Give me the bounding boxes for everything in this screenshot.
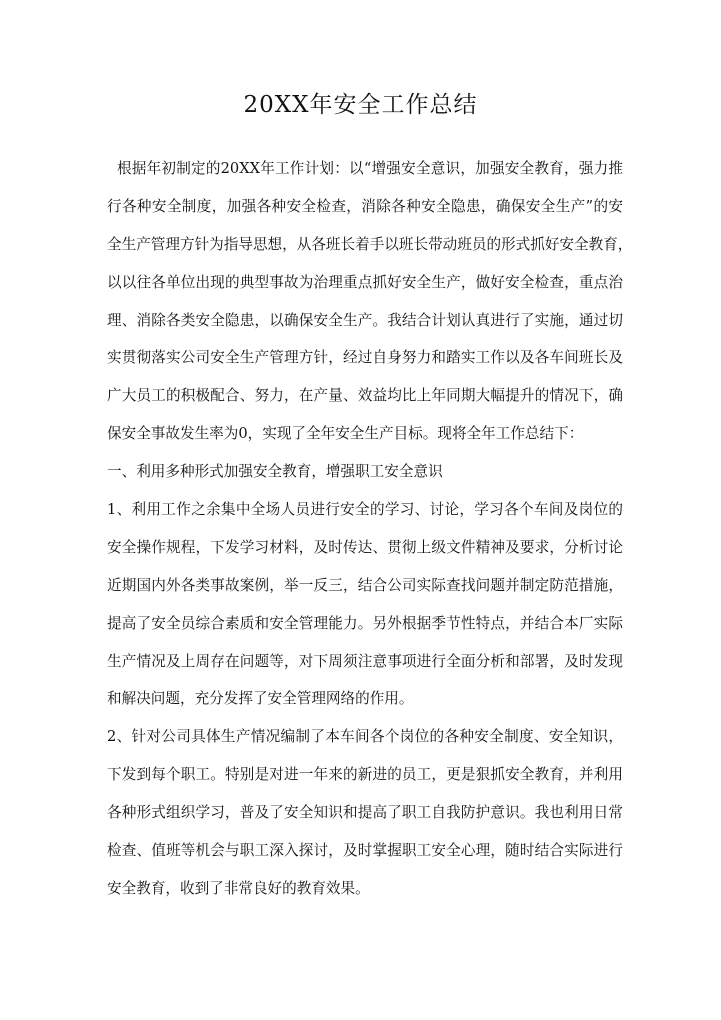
paragraph-line: 和解决问题，充分发挥了安全管理网络的作用。 [107,690,414,708]
paragraph-line: 实贯彻落实公司安全生产管理方针，经过自身努力和踏实工作以及各车间班长及 [107,349,623,367]
paragraph-line: 安全教育，收到了非常良好的教育效果。 [107,879,370,897]
paragraph-line: 1、利用工作之余集中全场人员进行安全的学习、讨论，学习各个车间及岗位的 [107,501,623,519]
paragraph-line: 广大员工的积极配合、努力，在产量、效益均比上年同期大幅提升的情况下，确 [107,387,623,405]
paragraph-line: 以以往各单位出现的典型事故为治理重点抓好安全生产，做好安全检查，重点治 [107,273,623,291]
paragraph-line: 下发到每个职工。特别是对进一年来的新进的员工，更是狠抓安全教育，并利用 [107,766,623,784]
paragraph-line: 根据年初制定的20XX年工作计划：以“增强安全意识，加强安全教育，强力推 [117,160,623,177]
paragraph-line: 各种形式组织学习，普及了安全知识和提高了职工自我防护意识。我也利用日常 [107,804,623,822]
paragraph-line: 安全操作规程，下发学习材料，及时传达、贯彻上级文件精神及要求，分析讨论 [107,538,623,556]
paragraph-line: 2、针对公司具体生产情况编制了本车间各个岗位的各种安全制度、安全知识， [107,728,623,746]
paragraph-line: 近期国内外各类事故案例，举一反三，结合公司实际查找问题并制定防范措施， [107,576,623,594]
paragraph-line: 生产情况及上周存在问题等，对下周须注意事项进行全面分析和部署，及时发现 [107,652,623,670]
paragraph-line: 检查、值班等机会与职工深入探讨，及时掌握职工安全心理，随时结合实际进行 [107,842,623,860]
paragraph-line: 提高了安全员综合素质和安全管理能力。另外根据季节性特点，并结合本厂实际 [107,614,623,632]
section-heading: 一、利用多种形式加强安全教育，增强职工安全意识 [107,463,443,481]
paragraph-line: 全生产管理方针为指导思想，从各班长着手以班长带动班员的形式抓好安全教育， [107,235,633,253]
document-title: 20XX年安全工作总结 [243,92,478,118]
paragraph-line: 保安全事故发生率为0，实现了全年安全生产目标。现将全年工作总结下： [107,425,584,443]
document-body [107,150,633,908]
paragraph-line: 行各种安全制度，加强各种安全检查，消除各种安全隐患，确保安全生产”的安 [107,197,623,215]
paragraph-line: 理、消除各类安全隐患，以确保安全生产。我结合计划认真进行了实施，通过切 [107,311,623,329]
